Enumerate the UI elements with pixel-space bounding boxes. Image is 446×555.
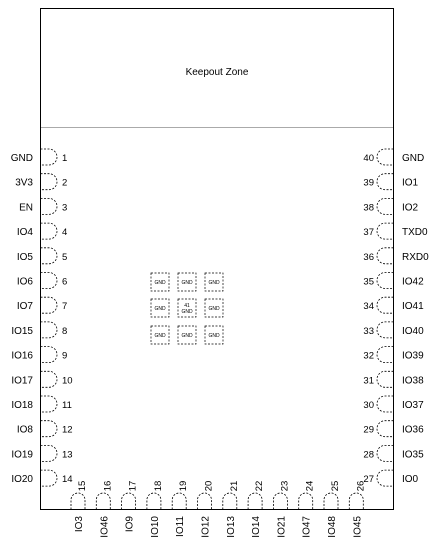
right-pin-number: 39: [363, 177, 374, 189]
ground-pad-array: [151, 273, 223, 344]
right-pin-pad: [377, 421, 394, 437]
bottom-pin-number: 21: [228, 480, 240, 492]
left-pin-number: 2: [62, 177, 68, 189]
left-pin-number: 8: [62, 325, 68, 337]
left-pin-label: IO8: [16, 424, 33, 436]
right-pin-pad: [377, 248, 394, 264]
right-pin-number: 29: [363, 424, 374, 436]
right-pin-pad: [377, 396, 394, 412]
right-pin-label: IO39: [402, 350, 424, 362]
left-pin-pad: [41, 223, 58, 239]
right-pin-number: 27: [363, 474, 374, 486]
center-pad-number: 41: [184, 303, 190, 309]
right-pin-pad: [377, 149, 394, 165]
bottom-pin-pad: [324, 493, 338, 510]
right-pin-pad: [377, 198, 394, 214]
right-pin-label: IO41: [402, 301, 424, 313]
left-pin-pad: [41, 248, 57, 264]
right-pin-number: 34: [363, 301, 374, 313]
bottom-pin-label: IO48: [327, 516, 338, 538]
left-pin-label: IO16: [11, 350, 33, 362]
left-pin-pad: [41, 297, 58, 313]
left-pin-number: 7: [62, 301, 68, 313]
right-pin-number: 40: [363, 153, 374, 164]
right-pin-number: 32: [363, 350, 374, 362]
bottom-pin-number: 24: [304, 480, 316, 492]
right-pin-number: 37: [363, 227, 374, 239]
right-pin-label: GND: [402, 153, 425, 164]
left-pin-number: 11: [62, 400, 72, 411]
right-pin-pad: [377, 322, 394, 338]
right-pin-number: 33: [363, 325, 374, 337]
right-pin-label: TXD0: [402, 227, 428, 239]
left-pin-row: [11, 149, 73, 486]
left-pin-number: 10: [62, 375, 73, 387]
bottom-pin-pad: [96, 493, 110, 510]
bottom-pin-pad: [71, 493, 85, 510]
right-pin-pad: [377, 470, 394, 486]
bottom-pin-pad: [172, 493, 186, 510]
left-pin-label: IO5: [16, 251, 33, 263]
right-pin-number: 31: [363, 375, 374, 387]
right-pin-label: IO37: [402, 400, 424, 411]
left-pin-number: 14: [62, 474, 73, 486]
left-pin-label: EN: [19, 202, 33, 214]
bottom-pin-label: IO3: [74, 516, 85, 533]
bottom-pin-label: IO14: [251, 516, 263, 538]
right-pin-number: 38: [363, 202, 374, 214]
left-pin-pad: [41, 174, 58, 190]
right-pin-pad: [377, 223, 394, 239]
bottom-pin-number: 16: [102, 480, 114, 492]
bottom-pin-label: IO10: [149, 516, 161, 538]
right-pin-label: IO1: [402, 177, 419, 189]
right-pin-pad: [377, 297, 394, 313]
left-pin-pad: [41, 347, 58, 363]
right-pin-pad: [377, 347, 394, 363]
ground-pad-label: GND: [208, 333, 220, 339]
right-pin-number: 28: [363, 449, 374, 461]
right-pin-pad: [377, 273, 394, 289]
left-pin-number: 4: [62, 227, 68, 239]
bottom-pin-label: IO12: [200, 516, 212, 538]
bottom-pin-label: IO9: [124, 516, 136, 533]
module-outline: [41, 9, 394, 510]
bottom-pin-number: 26: [355, 480, 367, 492]
bottom-pin-number: 25: [330, 480, 341, 492]
right-pin-number: 30: [363, 400, 374, 411]
bottom-pin-pad: [122, 493, 136, 510]
bottom-pin-label: IO47: [301, 516, 313, 538]
left-pin-label: IO15: [11, 325, 33, 337]
left-pin-label: IO19: [11, 449, 33, 461]
left-pin-number: 1: [62, 153, 68, 164]
right-pin-pad: [377, 174, 394, 190]
bottom-pin-number: 15: [77, 480, 88, 492]
left-pin-pad: [41, 421, 58, 437]
right-pin-label: IO0: [402, 474, 419, 486]
bottom-pin-number: 18: [152, 480, 164, 492]
bottom-pin-pad: [248, 493, 262, 510]
ground-pad-label: GND: [154, 280, 166, 286]
bottom-pin-number: 23: [279, 480, 291, 492]
ground-pad-label: GND: [181, 309, 193, 315]
left-pin-label: IO7: [16, 301, 33, 313]
left-pin-number: 13: [62, 449, 73, 461]
left-pin-number: 9: [62, 350, 68, 362]
right-pin-label: IO2: [402, 202, 419, 214]
bottom-pin-label: IO45: [352, 516, 364, 538]
right-pin-label: IO35: [402, 449, 424, 461]
left-pin-pad: [41, 198, 58, 214]
left-pin-number: 12: [62, 424, 73, 436]
right-pin-label: RXD0: [402, 251, 429, 263]
left-pin-pad: [41, 445, 58, 461]
bottom-pin-pad: [223, 493, 237, 510]
right-pin-pad: [377, 371, 394, 387]
right-pin-pad: [377, 445, 394, 461]
left-pin-number: 6: [62, 276, 68, 288]
keepout-zone-label: Keepout Zone: [185, 67, 249, 78]
left-pin-pad: [41, 322, 58, 338]
ground-pad-label: GND: [154, 333, 166, 339]
left-pin-label: IO18: [11, 400, 33, 411]
bottom-pin-pad: [147, 493, 161, 510]
right-pin-number: 35: [363, 276, 374, 288]
ground-pad-label: GND: [181, 333, 193, 339]
bottom-pin-pad: [273, 493, 287, 510]
bottom-pin-number: 17: [127, 480, 139, 492]
left-pin-pad: [41, 273, 58, 289]
left-pin-number: 5: [62, 251, 68, 263]
right-pin-number: 36: [363, 251, 374, 263]
right-pin-label: IO42: [402, 276, 424, 288]
left-pin-label: IO17: [11, 375, 33, 387]
right-pin-label: IO38: [402, 375, 424, 387]
left-pin-pad: [41, 371, 58, 387]
left-pin-pad: [41, 470, 58, 486]
right-pin-label: IO40: [402, 325, 424, 337]
bottom-pin-label: IO11: [175, 516, 187, 537]
left-pin-number: 3: [62, 202, 68, 214]
left-pin-label: 3V3: [15, 177, 33, 189]
bottom-pin-number: 22: [254, 480, 266, 492]
bottom-pin-pad: [349, 493, 363, 510]
left-pin-pad: [41, 396, 58, 412]
bottom-pin-number: 20: [203, 480, 215, 492]
ground-pad-label: GND: [181, 280, 193, 286]
left-pin-label: IO20: [11, 474, 33, 486]
ground-pad-label: GND: [154, 306, 166, 312]
bottom-pin-pad: [198, 493, 212, 510]
bottom-pin-pad: [299, 493, 313, 510]
bottom-pin-label: IO46: [99, 516, 111, 538]
ground-pad-label: GND: [208, 306, 220, 312]
left-pin-label: IO6: [16, 276, 33, 288]
ground-pad-label: GND: [208, 280, 220, 286]
left-pin-label: GND: [10, 153, 33, 164]
right-pin-row: [363, 149, 429, 486]
bottom-pin-number: 19: [178, 480, 190, 492]
bottom-pin-label: IO13: [225, 516, 237, 538]
bottom-pin-label: IO21: [276, 516, 288, 538]
left-pin-label: IO4: [16, 227, 33, 239]
right-pin-label: IO36: [402, 424, 424, 436]
left-pin-pad: [41, 149, 58, 165]
